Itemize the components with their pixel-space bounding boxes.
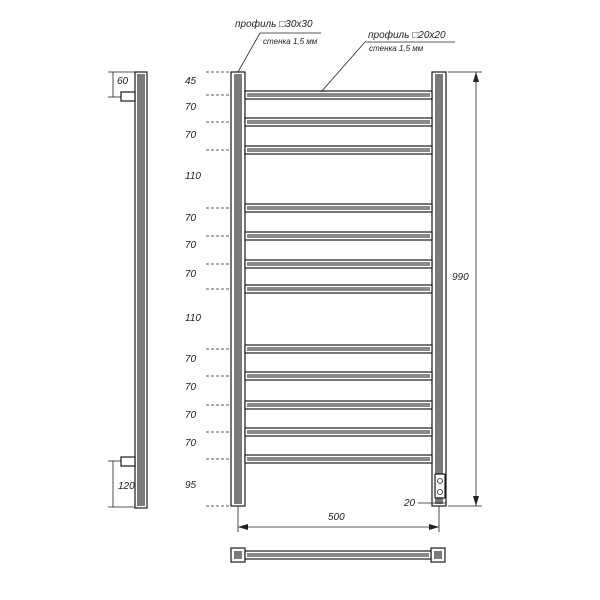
rung-fill-11: [247, 430, 430, 434]
spacing-label-6: 70: [185, 240, 197, 251]
spacing-label-4: 110: [185, 171, 201, 182]
rung-fill-1: [247, 93, 430, 97]
spacing-label-1: 45: [185, 76, 197, 87]
rung-fill-5: [247, 234, 430, 238]
svg-text:профиль □30x30: профиль □30x30: [235, 19, 313, 30]
rung-fill-3: [247, 148, 430, 152]
spacing-label-2: 70: [185, 102, 197, 113]
side-view: [108, 72, 147, 508]
width-dim: 500: [328, 512, 345, 523]
profile-main-size: 30x30: [285, 19, 313, 30]
profile-bar-label: профиль: [368, 30, 413, 41]
rung-fill-6: [247, 262, 430, 266]
side-top-bracket-dim: 60: [117, 76, 129, 87]
spacing-label-8: 110: [185, 313, 201, 324]
profile-main-wall: стенка 1,5 мм: [263, 37, 318, 46]
profile-bar-size: 20x20: [418, 30, 446, 41]
spacing-labels: [185, 76, 201, 491]
rung-fill-7: [247, 287, 430, 291]
profile-main-callout: [235, 18, 321, 72]
top-view: [231, 548, 445, 562]
connector-offset-dim: 20: [404, 498, 416, 509]
spacing-label-3: 70: [185, 130, 197, 141]
height-dim: 990: [452, 272, 469, 283]
spacing-label-10: 70: [185, 382, 197, 393]
rung-fill-10: [247, 403, 430, 407]
profile-main-label: профиль: [235, 19, 280, 30]
profile-bar-wall: стенка 1,5 мм: [369, 44, 424, 53]
rung-fill-12: [247, 457, 430, 461]
spacing-label-11: 70: [185, 410, 197, 421]
side-bottom-bracket: [121, 457, 135, 466]
svg-text:профиль □20x20: профиль □20x20: [368, 30, 446, 41]
spacing-label-7: 70: [185, 269, 197, 280]
spacing-guides: [206, 72, 231, 506]
spacing-label-9: 70: [185, 354, 197, 365]
rung-fill-8: [247, 347, 430, 351]
rung-fill-2: [247, 120, 430, 124]
rung-fill-4: [247, 206, 430, 210]
rungs: [245, 91, 432, 463]
side-top-bracket: [121, 92, 135, 101]
side-bottom-bracket-dim: 120: [118, 481, 135, 492]
spacing-label-12: 70: [185, 438, 197, 449]
rung-fill-9: [247, 374, 430, 378]
front-view: [185, 18, 482, 532]
spacing-label-13: 95: [185, 480, 197, 491]
spacing-label-5: 70: [185, 213, 197, 224]
